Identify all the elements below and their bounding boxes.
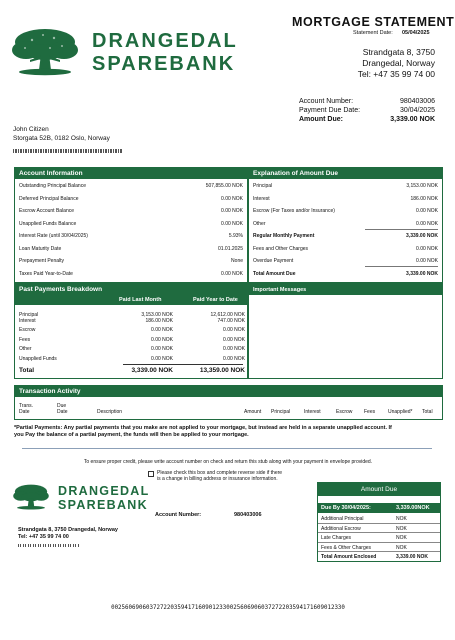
past-payments-rows bbox=[19, 312, 245, 364]
account-number-label: Account Number: bbox=[299, 98, 354, 105]
row-value[interactable]: 3,339.00 NOK bbox=[396, 554, 428, 560]
coupon-address: Strandgata 8, 3750 Drangedal, Norway bbox=[18, 527, 118, 533]
micr-line: 0025606906037272203594171609012330025606906037272203594171609012330 bbox=[111, 605, 345, 611]
check-note-line1: Please check this box and complete reverse side if there bbox=[157, 470, 283, 476]
table-row bbox=[19, 318, 245, 327]
row-value[interactable]: NOK bbox=[396, 516, 407, 522]
statement-date-label: Statement Date: bbox=[353, 30, 393, 36]
row-label: Additional Principal bbox=[321, 516, 364, 522]
row-ytd: 0.00 NOK bbox=[223, 336, 245, 343]
col-paid-ytd: Paid Year to Date bbox=[193, 297, 238, 303]
row-value: 01.01.2025 bbox=[217, 245, 243, 252]
coupon-bank-name-line1: DRANGEDAL bbox=[58, 484, 150, 498]
row-label: Escrow bbox=[19, 327, 36, 334]
row-value: 0.00 NOK bbox=[221, 270, 243, 277]
check-note-line2: is a change in billing address or insurance information. bbox=[157, 476, 278, 482]
row-label: Escrow (For Taxes and/or Insurance) bbox=[253, 208, 335, 214]
table-row bbox=[15, 180, 247, 193]
row-label: Fees bbox=[19, 336, 31, 343]
statement-date: 05/04/2025 bbox=[402, 30, 430, 36]
col-label: Trans. bbox=[19, 403, 33, 409]
row-label: Total Amount Due bbox=[253, 270, 296, 277]
customer-address: Storgata 52B, 0182 Oslo, Norway bbox=[13, 135, 110, 142]
row-label: Fees and Other Charges bbox=[253, 245, 309, 252]
row-value: 5.93% bbox=[228, 233, 243, 239]
row-value: 0.00 NOK bbox=[221, 220, 243, 227]
table-row bbox=[249, 193, 442, 206]
address-change-checkbox[interactable] bbox=[148, 471, 154, 477]
row-ytd: 0.00 NOK bbox=[223, 356, 245, 363]
coupon-amount-due-box bbox=[317, 482, 441, 562]
col-escrow: Escrow bbox=[336, 409, 353, 415]
col-description: Description bbox=[97, 409, 123, 415]
row-ytd: 0.00 NOK bbox=[223, 327, 245, 334]
table-row bbox=[15, 193, 247, 206]
due-by-label: Due By 30/04/2025: bbox=[321, 505, 371, 511]
coupon-amount-rows bbox=[318, 514, 440, 562]
coupon-phone: Tel: +47 35 99 74 00 bbox=[18, 534, 69, 540]
table-row bbox=[249, 243, 442, 256]
transaction-activity-title: Transaction Activity bbox=[15, 386, 442, 397]
row-ytd: 0.00 NOK bbox=[223, 346, 245, 353]
table-row bbox=[318, 524, 440, 534]
col-principal: Principal bbox=[271, 409, 291, 415]
row-label: Late Charges bbox=[321, 535, 352, 541]
transaction-activity-panel bbox=[14, 385, 443, 420]
row-ytd: 747.00 NOK bbox=[217, 318, 245, 325]
row-ytd: 12,612.00 NOK bbox=[210, 312, 245, 318]
table-row bbox=[15, 205, 247, 218]
row-last-month: 3,153.00 NOK bbox=[141, 312, 173, 318]
important-messages-title: Important Messages bbox=[249, 284, 442, 295]
explanation-panel bbox=[248, 167, 443, 283]
row-last-month: 0.00 NOK bbox=[151, 327, 173, 334]
past-payments-header bbox=[15, 295, 247, 305]
table-row bbox=[19, 356, 245, 364]
row-value: 0.00 NOK bbox=[416, 258, 438, 264]
row-label: Interest bbox=[253, 195, 270, 202]
partial-payments-note: *Partial Payments: Any partial payments that you make are not applied to your mortgage, but instead are held in a separate unapplied account. If you Pay the balance of a partial payment, the funds will then be applied to your mortgage. bbox=[14, 425, 392, 438]
row-value: 186.00 NOK bbox=[410, 195, 438, 202]
row-value[interactable]: NOK bbox=[396, 535, 407, 541]
past-payments-title: Past Payments Breakdown bbox=[15, 284, 247, 295]
row-last-month: 0.00 NOK bbox=[151, 356, 173, 363]
table-row bbox=[318, 514, 440, 524]
bank-phone: Tel: +47 35 99 74 00 bbox=[357, 69, 435, 79]
total-label: Total bbox=[19, 367, 35, 374]
row-label: Regular Monthly Payment bbox=[253, 233, 315, 239]
account-information-title: Account Information bbox=[15, 168, 247, 179]
row-value: None bbox=[231, 258, 243, 264]
row-last-month: 0.00 NOK bbox=[151, 336, 173, 343]
past-payments-total-row bbox=[19, 367, 245, 376]
total-ytd: 13,359.00 NOK bbox=[199, 367, 245, 374]
row-value: 0.00 NOK bbox=[416, 245, 438, 252]
row-label: Additional Escrow bbox=[321, 525, 361, 532]
due-by-value: 3,339.00NOK bbox=[396, 505, 430, 511]
col-trans-date bbox=[19, 403, 33, 415]
table-row bbox=[15, 255, 247, 268]
col-total: Total bbox=[422, 409, 433, 415]
table-row bbox=[15, 230, 247, 243]
row-value: 0.00 NOK bbox=[416, 208, 438, 214]
table-row bbox=[318, 543, 440, 553]
row-value[interactable]: NOK bbox=[396, 525, 407, 532]
table-row bbox=[15, 268, 247, 281]
payment-due-date-label: Payment Due Date: bbox=[299, 107, 361, 114]
row-label: Loan Maturity Date bbox=[19, 245, 62, 252]
row-value: 0.00 NOK bbox=[416, 220, 438, 227]
table-row bbox=[19, 346, 245, 356]
account-information-panel bbox=[14, 167, 248, 283]
col-interest: Interest bbox=[304, 409, 321, 415]
table-row bbox=[19, 327, 245, 337]
table-row bbox=[15, 243, 247, 256]
table-row bbox=[249, 180, 442, 193]
col-paid-last-month: Paid Last Month bbox=[119, 297, 162, 303]
table-row bbox=[249, 205, 442, 218]
row-label: Unapplied Funds Balance bbox=[19, 220, 77, 227]
coupon-amount-due-title: Amount Due bbox=[318, 483, 440, 496]
row-value: 0.00 NOK bbox=[221, 195, 243, 202]
row-label: Prepayment Penalty bbox=[19, 258, 65, 264]
row-value: 3,153.00 NOK bbox=[406, 183, 438, 189]
bank-name-line2: SPAREBANK bbox=[92, 53, 236, 75]
bank-address bbox=[285, 47, 435, 80]
row-label: Principal bbox=[19, 312, 39, 318]
payment-due-date: 30/04/2025 bbox=[399, 107, 435, 114]
oak-tree-logo-icon bbox=[12, 483, 50, 511]
total-rule bbox=[123, 364, 243, 365]
col-label: Due bbox=[57, 403, 67, 409]
row-value: 507,855.00 NOK bbox=[205, 183, 243, 189]
row-label: Deferred Principal Balance bbox=[19, 195, 79, 202]
row-label: Overdue Payment bbox=[253, 258, 294, 264]
coupon-account-number-label: Account Number: bbox=[155, 512, 202, 518]
row-label: Other bbox=[19, 346, 32, 353]
important-messages-panel bbox=[248, 283, 443, 379]
amount-due-label: Amount Due: bbox=[299, 116, 343, 123]
col-fees: Fees bbox=[364, 409, 376, 415]
table-row bbox=[19, 337, 245, 347]
coupon-barcode bbox=[18, 544, 80, 547]
row-label: Outstanding Principal Balance bbox=[19, 183, 86, 189]
statement-title: MORTGAGE STATEMENT bbox=[292, 15, 455, 29]
amount-due: 3,339.00 NOK bbox=[390, 116, 435, 123]
table-row bbox=[249, 268, 442, 281]
col-label: Date bbox=[19, 409, 30, 415]
postal-barcode bbox=[13, 149, 123, 153]
bank-address-line: Drangedal, Norway bbox=[362, 58, 435, 68]
table-row bbox=[318, 552, 440, 562]
bank-name-line1: DRANGEDAL bbox=[92, 30, 238, 52]
past-payments-panel bbox=[14, 283, 248, 379]
table-row bbox=[318, 533, 440, 543]
total-last-month: 3,339.00 NOK bbox=[131, 367, 173, 374]
table-row bbox=[15, 218, 247, 231]
coupon-instruction: To ensure proper credit, please write account number on check and return this stub along with your payment in envelope provided. bbox=[83, 459, 373, 465]
row-value: 0.00 NOK bbox=[221, 208, 243, 214]
row-last-month: 0.00 NOK bbox=[151, 346, 173, 353]
table-row bbox=[249, 230, 442, 243]
row-value: 3,339.00 NOK bbox=[406, 233, 438, 239]
customer-name: John Citizen bbox=[13, 126, 49, 133]
row-label: Escrow Account Balance bbox=[19, 208, 75, 214]
coupon-divider bbox=[22, 448, 432, 449]
row-last-month: 186.00 NOK bbox=[145, 318, 173, 325]
oak-tree-logo-icon bbox=[10, 26, 80, 78]
row-label: Interest bbox=[19, 318, 36, 325]
account-number: 980403006 bbox=[399, 98, 435, 105]
row-value: 3,339.00 NOK bbox=[406, 270, 438, 277]
col-label: Date bbox=[57, 409, 68, 415]
row-label: Other bbox=[253, 220, 266, 227]
col-amount: Amount bbox=[244, 409, 262, 415]
col-due-date bbox=[57, 403, 68, 415]
bank-address-line: Strandgata 8, 3750 bbox=[362, 47, 435, 57]
coupon-due-by-row bbox=[318, 503, 440, 513]
col-unapplied: Unapplied* bbox=[388, 409, 413, 415]
row-label: Total Amount Enclosed bbox=[321, 554, 377, 560]
coupon-account-number: 980403006 bbox=[234, 512, 262, 518]
row-label: Principal bbox=[253, 183, 273, 189]
coupon-bank-name-line2: SPAREBANK bbox=[58, 498, 148, 512]
row-label: Fees & Other Charges bbox=[321, 544, 372, 551]
row-value[interactable]: NOK bbox=[396, 544, 407, 551]
row-label: Taxes Paid Year-to-Date bbox=[19, 270, 73, 277]
row-label: Unapplied Funds bbox=[19, 356, 57, 363]
row-label: Interest Rate (until 30/04/2025) bbox=[19, 233, 88, 239]
explanation-title: Explanation of Amount Due bbox=[249, 168, 442, 179]
